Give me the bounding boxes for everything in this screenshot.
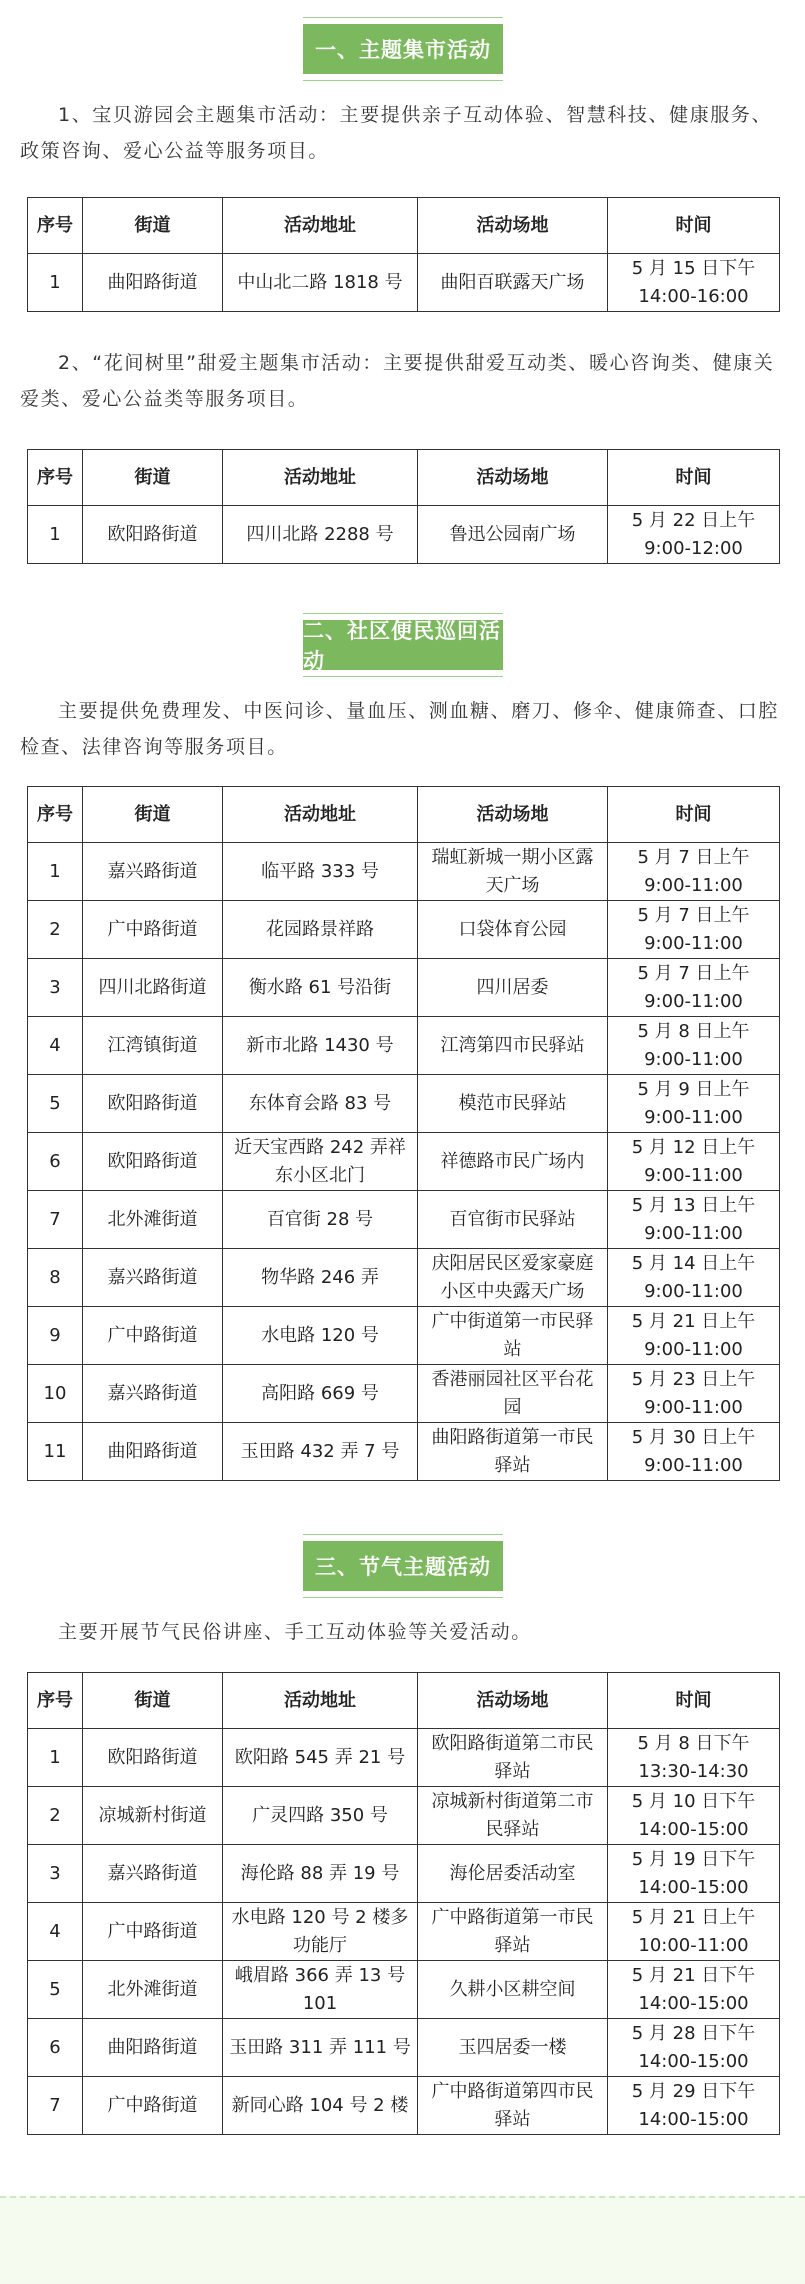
table-row (28, 1307, 780, 1365)
section-title: 二、社区便民巡回活动 (303, 619, 501, 673)
table-header-row (28, 450, 780, 506)
table-cell: 2 (28, 901, 83, 959)
table-cell: 3 (28, 1845, 83, 1903)
table-cell: 3 (28, 959, 83, 1017)
table-cell: 曲阳百联露天广场 (418, 254, 608, 312)
table-cell: 新同心路 104 号 2 楼 (223, 2077, 418, 2135)
table-cell: 广灵四路 350 号 (223, 1787, 418, 1845)
table-cell: 5 月 10 日下午 14:00-15:00 (608, 1787, 780, 1845)
table-cell: 江湾第四市民驿站 (418, 1017, 608, 1075)
table-cell: 5 月 22 日上午 9:00-12:00 (608, 506, 780, 564)
table-cell: 玉四居委一楼 (418, 2019, 608, 2077)
table-cell: 广中路街道第四市民驿站 (418, 2077, 608, 2135)
divider (303, 1597, 503, 1598)
table-cell: 5 月 21 日上午 9:00-11:00 (608, 1307, 780, 1365)
table-cell: 临平路 333 号 (223, 843, 418, 901)
table-cell: 四川居委 (418, 959, 608, 1017)
column-header: 序号 (28, 1673, 83, 1729)
table-3 (27, 786, 780, 1481)
table-header-row (28, 198, 780, 254)
table-cell: 峨眉路 366 弄 13 号 101 (223, 1961, 418, 2019)
table-row (28, 1017, 780, 1075)
table-cell: 嘉兴路街道 (83, 843, 223, 901)
table-cell: 5 月 19 日下午 14:00-15:00 (608, 1845, 780, 1903)
table-cell: 欧阳路街道 (83, 1075, 223, 1133)
table-cell: 5 月 9 日上午 9:00-11:00 (608, 1075, 780, 1133)
table-cell: 凉城新村街道第二市民驿站 (418, 1787, 608, 1845)
table-cell: 海伦居委活动室 (418, 1845, 608, 1903)
table-cell: 广中路街道 (83, 2077, 223, 2135)
table-row (28, 1845, 780, 1903)
table-cell: 5 月 21 日下午 14:00-15:00 (608, 1961, 780, 2019)
divider (303, 80, 503, 81)
divider (303, 676, 503, 677)
table-cell: 1 (28, 506, 83, 564)
column-header: 街道 (83, 450, 223, 506)
table-cell: 北外滩街道 (83, 1191, 223, 1249)
table-cell: 2 (28, 1787, 83, 1845)
table-cell: 6 (28, 1133, 83, 1191)
table-cell: 5 月 28 日下午 14:00-15:00 (608, 2019, 780, 2077)
table-cell: 欧阳路街道 (83, 1729, 223, 1787)
table-cell: 香港丽园社区平台花园 (418, 1365, 608, 1423)
table-cell: 欧阳路街道 (83, 506, 223, 564)
table-4 (27, 1672, 780, 2135)
table-cell: 嘉兴路街道 (83, 1249, 223, 1307)
table-cell: 凉城新村街道 (83, 1787, 223, 1845)
footer-band (0, 2196, 805, 2284)
table-cell: 5 (28, 1961, 83, 2019)
table-cell: 5 月 8 日下午 13:30-14:30 (608, 1729, 780, 1787)
table-cell: 四川北路 2288 号 (223, 506, 418, 564)
table-header-row (28, 1673, 780, 1729)
table-cell: 5 月 30 日上午 9:00-11:00 (608, 1423, 780, 1481)
table-cell: 东体育会路 83 号 (223, 1075, 418, 1133)
table-row (28, 843, 780, 901)
section-title: 三、节气主题活动 (303, 1541, 503, 1591)
table-row (28, 1365, 780, 1423)
table-row (28, 1423, 780, 1481)
table-cell: 北外滩街道 (83, 1961, 223, 2019)
table-header-row (28, 787, 780, 843)
table-cell: 5 月 21 日上午 10:00-11:00 (608, 1903, 780, 1961)
table-cell: 新市北路 1430 号 (223, 1017, 418, 1075)
divider (303, 1534, 503, 1535)
column-header: 街道 (83, 787, 223, 843)
table-cell: 广中路街道 (83, 901, 223, 959)
table-cell: 久耕小区耕空间 (418, 1961, 608, 2019)
table-cell: 7 (28, 1191, 83, 1249)
table-cell: 5 月 7 日上午 9:00-11:00 (608, 959, 780, 1017)
section-heading-3 (0, 1534, 805, 1598)
table-row (28, 1903, 780, 1961)
table-cell: 5 (28, 1075, 83, 1133)
column-header: 活动地址 (223, 198, 418, 254)
table-cell: 欧阳路街道 (83, 1133, 223, 1191)
column-header: 时间 (608, 198, 780, 254)
table-cell: 5 月 7 日上午 9:00-11:00 (608, 843, 780, 901)
table-cell: 5 月 15 日下午 14:00-16:00 (608, 254, 780, 312)
column-header: 序号 (28, 198, 83, 254)
table-cell: 6 (28, 2019, 83, 2077)
paragraph-4: 主要开展节气民俗讲座、手工互动体验等关爱活动。 (58, 1621, 532, 1643)
table-cell: 曲阳路街道 (83, 2019, 223, 2077)
column-header: 活动地址 (223, 1673, 418, 1729)
column-header: 时间 (608, 787, 780, 843)
column-header: 活动地址 (223, 787, 418, 843)
table-cell: 四川北路街道 (83, 959, 223, 1017)
column-header: 序号 (28, 450, 83, 506)
column-header: 时间 (608, 1673, 780, 1729)
table-cell: 曲阳路街道 (83, 254, 223, 312)
table-cell: 5 月 23 日上午 9:00-11:00 (608, 1365, 780, 1423)
table-row (28, 2019, 780, 2077)
column-header: 街道 (83, 198, 223, 254)
table-cell: 1 (28, 254, 83, 312)
table-cell: 衡水路 61 号沿街 (223, 959, 418, 1017)
paragraph-3: 主要提供免费理发、中医问诊、量血压、测血糖、磨刀、修伞、健康筛查、口腔检查、法律咨询等服务项目。 (20, 700, 780, 758)
table-row (28, 1075, 780, 1133)
table-cell: 5 月 12 日上午 9:00-11:00 (608, 1133, 780, 1191)
table-row (28, 959, 780, 1017)
table-row (28, 1787, 780, 1845)
table-cell: 欧阳路街道第二市民驿站 (418, 1729, 608, 1787)
table-2 (27, 449, 780, 564)
section-heading-2 (0, 613, 805, 677)
table-cell: 广中路街道 (83, 1307, 223, 1365)
table-row (28, 506, 780, 564)
table-cell: 中山北二路 1818 号 (223, 254, 418, 312)
divider (303, 613, 503, 614)
column-header: 街道 (83, 1673, 223, 1729)
section-heading-1 (0, 17, 805, 81)
table-row (28, 1191, 780, 1249)
table-cell: 嘉兴路街道 (83, 1845, 223, 1903)
table-cell: 1 (28, 843, 83, 901)
paragraph-2: 2、“花间树里”甜爱主题集市活动：主要提供甜爱互动类、暖心咨询类、健康关爱类、爱心公益类等服务项目。 (20, 352, 775, 410)
table-cell: 5 月 13 日上午 9:00-11:00 (608, 1191, 780, 1249)
divider (303, 17, 503, 18)
table-cell: 广中街道第一市民驿站 (418, 1307, 608, 1365)
table-cell: 曲阳路街道 (83, 1423, 223, 1481)
column-header: 活动地址 (223, 450, 418, 506)
table-cell: 水电路 120 号 (223, 1307, 418, 1365)
table-cell: 4 (28, 1903, 83, 1961)
table-cell: 口袋体育公园 (418, 901, 608, 959)
column-header: 序号 (28, 787, 83, 843)
table-cell: 模范市民驿站 (418, 1075, 608, 1133)
table-cell: 曲阳路街道第一市民驿站 (418, 1423, 608, 1481)
table-cell: 7 (28, 2077, 83, 2135)
column-header: 时间 (608, 450, 780, 506)
table-cell: 8 (28, 1249, 83, 1307)
table-cell: 11 (28, 1423, 83, 1481)
table-cell: 百官街 28 号 (223, 1191, 418, 1249)
table-cell: 百官街市民驿站 (418, 1191, 608, 1249)
table-cell: 花园路景祥路 (223, 901, 418, 959)
table-cell: 4 (28, 1017, 83, 1075)
table-cell: 5 月 7 日上午 9:00-11:00 (608, 901, 780, 959)
table-cell: 江湾镇街道 (83, 1017, 223, 1075)
table-cell: 祥德路市民广场内 (418, 1133, 608, 1191)
section-title: 一、主题集市活动 (303, 24, 503, 74)
table-cell: 水电路 120 号 2 楼多功能厅 (223, 1903, 418, 1961)
table-row (28, 1133, 780, 1191)
table-cell: 玉田路 432 弄 7 号 (223, 1423, 418, 1481)
table-cell: 物华路 246 弄 (223, 1249, 418, 1307)
table-row (28, 1961, 780, 2019)
table-cell: 5 月 29 日下午 14:00-15:00 (608, 2077, 780, 2135)
table-cell: 玉田路 311 弄 111 号 (223, 2019, 418, 2077)
table-row (28, 254, 780, 312)
footer-divider (0, 2196, 805, 2198)
table-row (28, 1729, 780, 1787)
column-header: 活动场地 (418, 1673, 608, 1729)
column-header: 活动场地 (418, 787, 608, 843)
table-cell: 5 月 14 日上午 9:00-11:00 (608, 1249, 780, 1307)
table-cell: 9 (28, 1307, 83, 1365)
column-header: 活动场地 (418, 450, 608, 506)
table-row (28, 901, 780, 959)
table-cell: 5 月 8 日上午 9:00-11:00 (608, 1017, 780, 1075)
table-cell: 瑞虹新城一期小区露天广场 (418, 843, 608, 901)
table-cell: 10 (28, 1365, 83, 1423)
table-cell: 广中路街道 (83, 1903, 223, 1961)
table-cell: 嘉兴路街道 (83, 1365, 223, 1423)
table-cell: 高阳路 669 号 (223, 1365, 418, 1423)
table-row (28, 2077, 780, 2135)
table-cell: 庆阳居民区爱家豪庭小区中央露天广场 (418, 1249, 608, 1307)
table-cell: 近天宝西路 242 弄祥东小区北门 (223, 1133, 418, 1191)
table-cell: 广中路街道第一市民驿站 (418, 1903, 608, 1961)
column-header: 活动场地 (418, 198, 608, 254)
table-cell: 鲁迅公园南广场 (418, 506, 608, 564)
table-cell: 1 (28, 1729, 83, 1787)
table-cell: 欧阳路 545 弄 21 号 (223, 1729, 418, 1787)
table-row (28, 1249, 780, 1307)
paragraph-1: 1、宝贝游园会主题集市活动：主要提供亲子互动体验、智慧科技、健康服务、政策咨询、爱心公益等服务项目。 (20, 104, 773, 162)
table-cell: 海伦路 88 弄 19 号 (223, 1845, 418, 1903)
table-1 (27, 197, 780, 312)
